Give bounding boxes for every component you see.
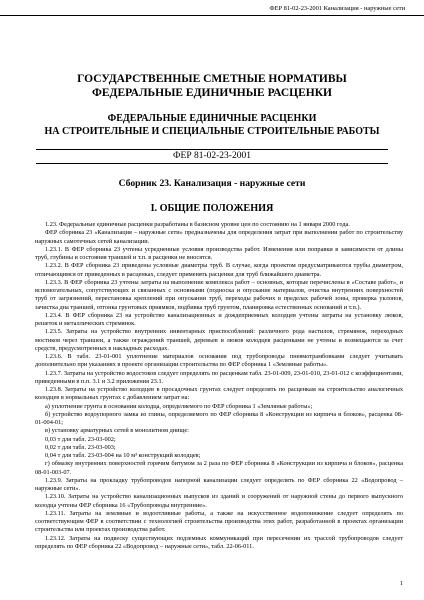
- paragraph: ФЕР сборника 23 «Канализация – наружные сети» предназначены для определения затрат при выполнении работ по строительству наружных самотечных сетей канализации.: [35, 229, 403, 245]
- paragraph: 1.23.7. Затраты на устройство водостоков следует определять по расценкам табл. 23-01-009, 23-01-010, 23-01-012 с коэффициентами, приведенными в п.п. 3.1 и 3.2 приложения 23.1.: [35, 369, 403, 385]
- subtitle: [0, 113, 424, 138]
- collection-title: Сборник 23. Канализация - наружные сети: [118, 178, 306, 189]
- subtitle-line1: ФЕДЕРАЛЬНЫЕ ЕДИНИЧНЫЕ РАСЦЕНКИ: [107, 113, 317, 124]
- paragraph: 1.23.10. Затраты на устройство канализационных выпусков из зданий и сооружений от наружной стены до первого выпускного колодца учтены ФЕР сборника 16 «Трубопроводы внутренние».: [35, 493, 403, 509]
- document-code: ФЕР 81-02-23-2001: [36, 149, 388, 164]
- running-header: ФЕР 81-02-23-2001 Канализация - наружные сети: [0, 3, 424, 16]
- paragraph: в) установку арматурных сетей в монолитном днище:: [45, 427, 189, 435]
- paragraph: 1.23.8. Затраты на устройство колодцев в просадочных грунтах следует определять по расценкам на строительство аналогичных колодцев в нормальных грунтах с добавлением затрат на:: [35, 386, 403, 402]
- paragraph: 1.23.4. В ФЕР сборника 23 на устройство канализационных и дождеприемных колодцев учтены затраты на установку люков, решеток и металлических стремянок.: [35, 311, 403, 327]
- paragraph: а) уплотнение грунта в основании колодца, определяемого по ФЕР сборника 1 «Земляные работы»;: [45, 402, 313, 410]
- paragraph: 1.23.3. В ФЕР сборника 23 учтены затраты на выполнение комплекса работ – основных, которые перечислены в «Составе работ», и вспомогательных, сопутствующих и связанных с основными (подноска и опускание материалов, очистка внутренних поверхностей труб от загрязнений, перестановка креплений при опускании труб, переходы рабочих в пределах рабочей зоны, проверка уклонов, зачистка дна траншей, отгонка грунтовых приямков, подбивка труб грунтом, планировка естественных оснований и т.п.).: [35, 278, 403, 311]
- paragraph: 1.23.1. В ФЕР сборника 23 учтены усредненные условия производства работ. Изменения или поправки в зависимости от длины труб, глубины и состояния траншей и т.п. в расценки не вносятся.: [35, 245, 403, 261]
- section-heading: I. ОБЩИЕ ПОЛОЖЕНИЯ: [150, 203, 274, 214]
- paragraph: 1.23.12. Затраты на подвеску существующих подземных коммуникаций при пересечении их трассой трубопроводов следует определять по ФЕР сборника 22 «Водопровод – наружные сети», табл. 22-06-011.: [35, 534, 403, 550]
- paragraph: 1.23.2. В ФЕР сборника 23 приведены условные диаметры труб. В случае, когда проектом предусматриваются трубы диаметром, отличающимся от приведенных в расценках, следует применять расценки для труб ближайшего диаметра.: [35, 262, 403, 278]
- main-title-line2: ФЕДЕРАЛЬНЫЕ ЕДИНИЧНЫЕ РАСЦЕНКИ: [91, 87, 333, 99]
- main-title-line1: ГОСУДАРСТВЕННЫЕ СМЕТНЫЕ НОРМАТИВЫ: [77, 73, 347, 85]
- paragraph: 0,02 т для табл. 23-03-003;: [45, 443, 116, 451]
- main-title: [0, 72, 424, 100]
- paragraph: 0,03 т для табл. 23-03-002;: [45, 435, 116, 443]
- paragraph: 1.23.11. Затраты на земляные и водоотливные работы, а также на искусственное водопонижение следует определять по соответствующим ФЕР в соответствии с технологией строительства производства этих работ, разработанной в проектах организации строительства или проектах производства работ.: [35, 509, 403, 534]
- paragraph: 1.23.6. В табл. 23-01-001 уплотнение материалов основания под трубопроводы пневмотрамбовками следует учитывать дополнительно при указаниях в проекте организации строительства по ФЕР сборника 1 «Земляные работы».: [35, 353, 403, 369]
- paragraph: 1.23.9. Затраты на прокладку трубопроводов напорной канализации следует определять по ФЕР сборника 22 «Водопровод – наружные сети».: [35, 476, 403, 492]
- body-text: [35, 221, 403, 551]
- paragraph: г) обмазку внутренних поверхностей горячим битумом за 2 раза по ФЕР сборника 8 «Конструкции из кирпича и блоков», расценка 08-01-003-07.: [35, 460, 403, 476]
- page-number: 1: [399, 580, 403, 587]
- paragraph: 0,04 т для табл. 23-03-004 на 10 м³ конструкций колодцев;: [45, 452, 201, 459]
- paragraph: 1.23.5. Затраты на устройство внутренних инвентарных приспособлений: различного рода настилов, стремянок, переходных мостиков через траншеи, а также ограждений траншей, деревьев и люков колодцев расценками не учтены и возмещаются за счет средств, предусмотренных в накладных расходах.: [35, 328, 403, 352]
- paragraph: б) устройство водоупорного замка из глины, определяемого по ФЕР сборника 8 «Конструкции из кирпича и блоков», расценка 08-01-004-01;: [35, 410, 403, 426]
- paragraph: 1.23. Федеральные единичные расценки разработаны в базисном уровне цен по состоянию на 1 января 2000 года.: [45, 221, 350, 228]
- subtitle-line2: НА СТРОИТЕЛЬНЫЕ И СПЕЦИАЛЬНЫЕ СТРОИТЕЛЬНЫЕ РАБОТЫ: [44, 125, 380, 137]
